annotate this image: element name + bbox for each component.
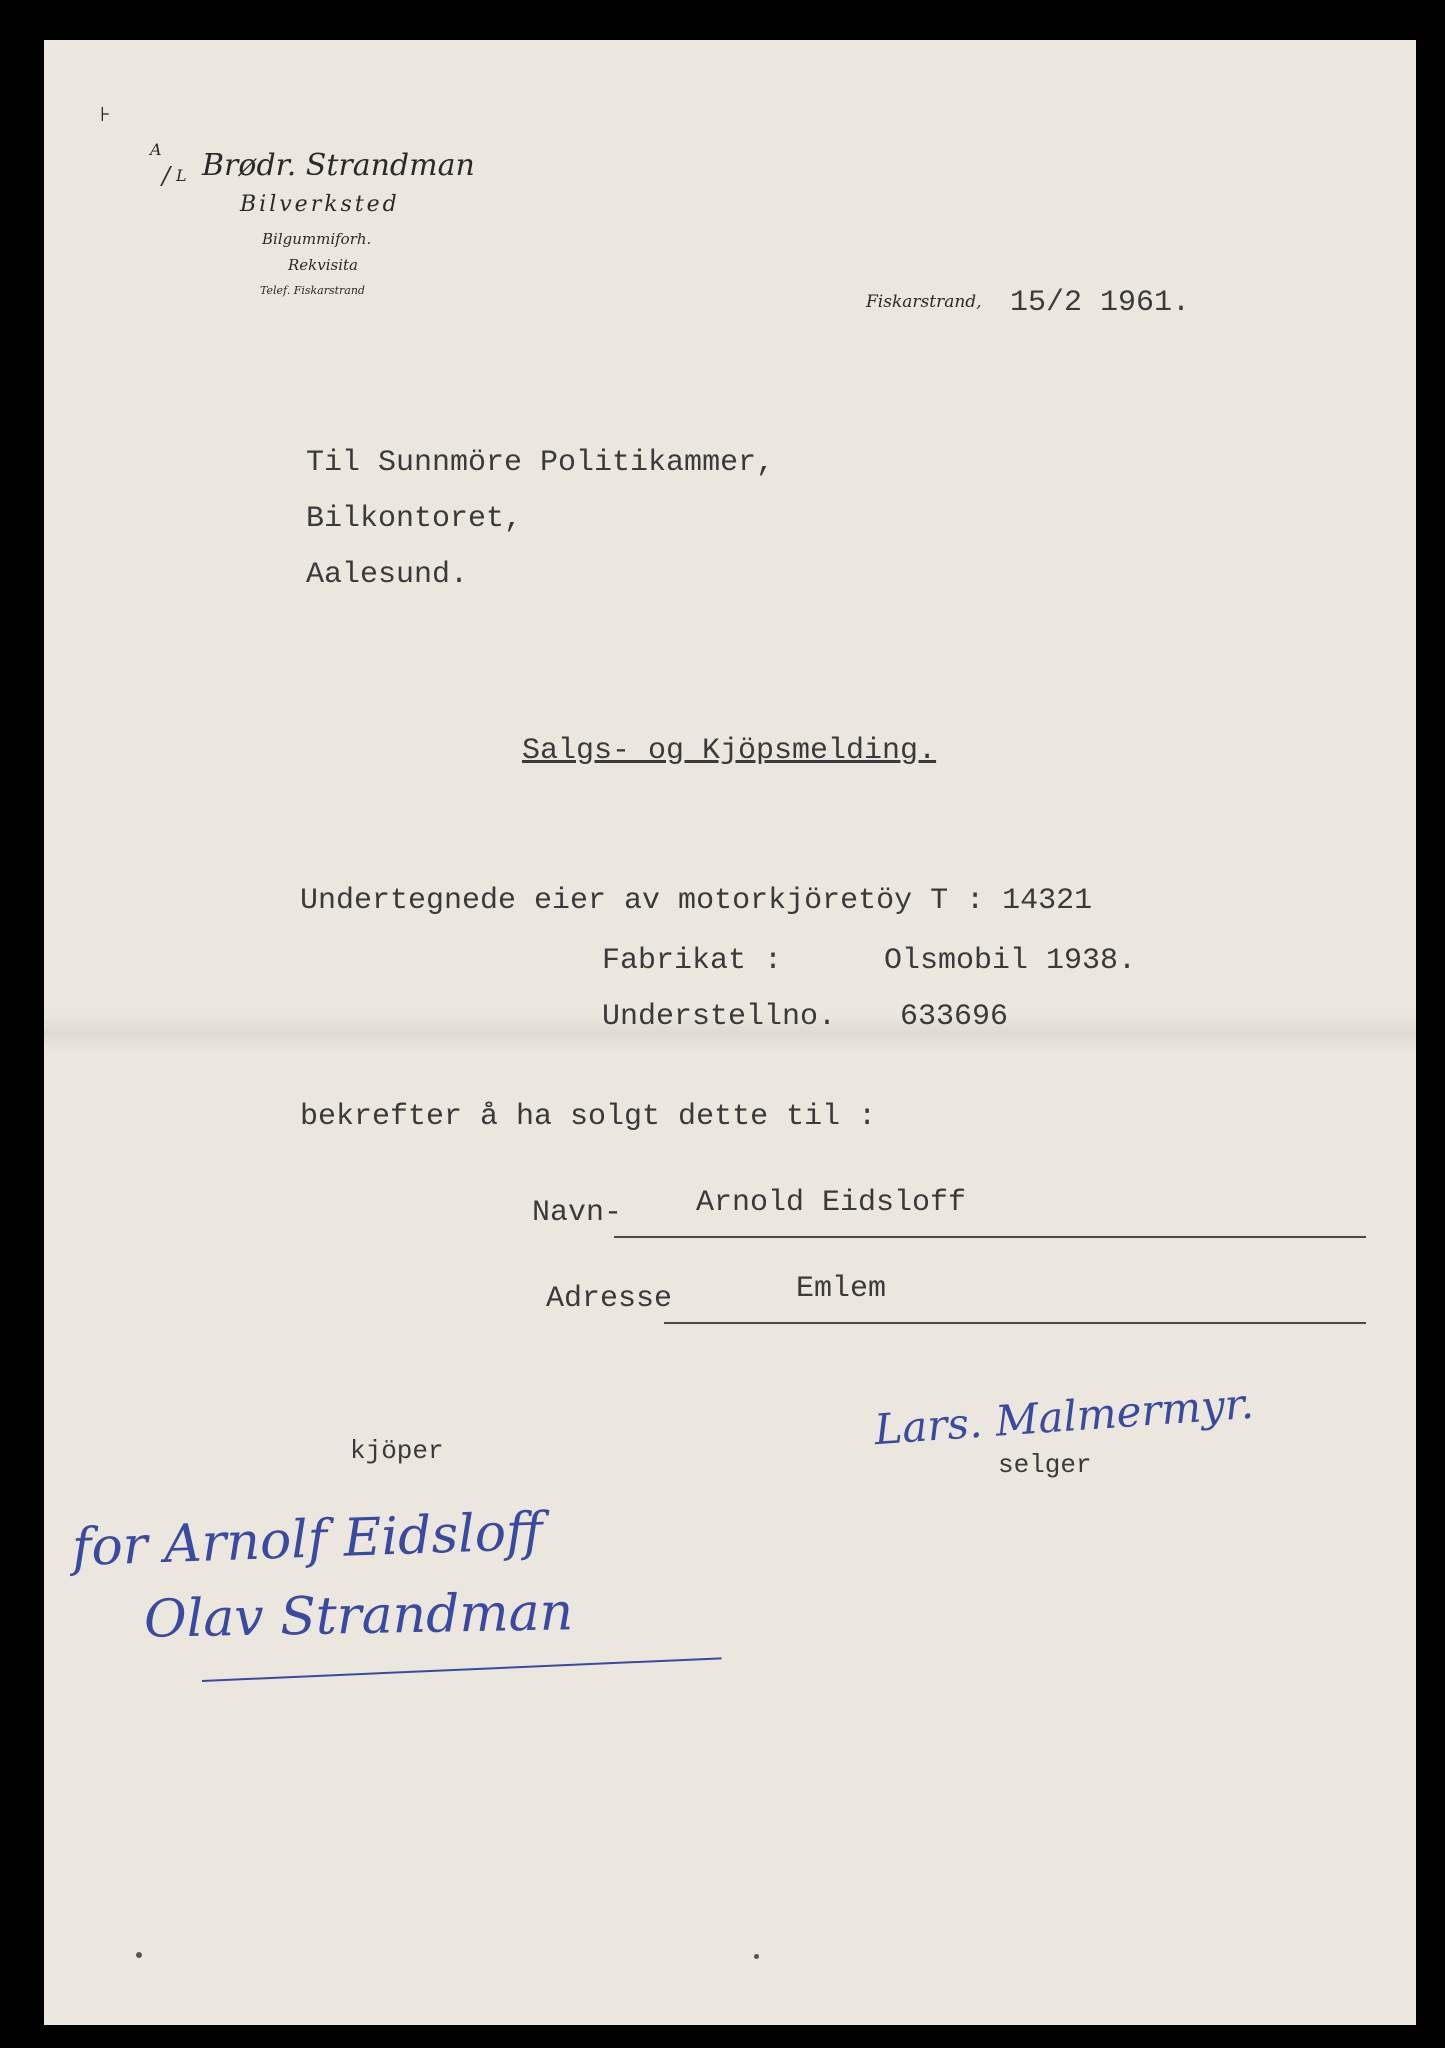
letterhead-line3: Rekvisita <box>288 256 358 274</box>
fabrikat-label: Fabrikat : <box>602 944 783 978</box>
recipient-line-2: Bilkontoret, <box>306 502 523 536</box>
letterhead-company: Brødr. Strandman <box>202 148 475 183</box>
speck <box>136 1952 142 1958</box>
seller-signature: Lars. Malmermyr. <box>872 1378 1256 1455</box>
recipient-line-1: Til Sunnmöre Politikammer, <box>306 446 775 480</box>
fabrikat-value: Olsmobil 1938. <box>884 944 1137 978</box>
address-underline <box>664 1322 1366 1324</box>
buyer-role: kjöper <box>350 1436 444 1466</box>
document-page <box>44 40 1416 2025</box>
letterhead-line4: Telef. Fiskarstrand <box>260 284 365 297</box>
buyer-signature-line-1: for Arnolf Eidsloff <box>71 1501 544 1579</box>
address-value: Emlem <box>796 1272 887 1306</box>
name-value: Arnold Eidsloff <box>696 1186 967 1220</box>
letterhead-line1: Bilverksted <box>240 192 400 217</box>
name-label: Navn- <box>532 1196 623 1230</box>
subject: Salgs- og Kjöpsmelding. <box>522 734 937 768</box>
name-underline <box>614 1236 1366 1238</box>
address-label: Adresse <box>546 1282 673 1316</box>
letterhead-prefix-bottom: L <box>176 166 187 185</box>
letterhead-slash: / <box>162 162 171 190</box>
speck <box>754 1954 759 1959</box>
date: 15/2 1961. <box>1010 286 1191 320</box>
seller-role: selger <box>998 1450 1092 1480</box>
understell-label: Understellno. <box>602 1000 837 1034</box>
understell-value: 633696 <box>900 1000 1009 1034</box>
intro-line: Undertegnede eier av motorkjöretöy T : 14321 <box>300 884 1093 918</box>
confirm-line: bekrefter å ha solgt dette til : <box>300 1100 877 1134</box>
letterhead-line2: Bilgummiforh. <box>262 230 372 248</box>
recipient-line-3: Aalesund. <box>306 558 469 592</box>
corner-mark: ⊦ <box>100 105 111 128</box>
buyer-signature-line-2: Olav Strandman <box>143 1582 574 1650</box>
letterhead-prefix-top: A <box>150 140 162 159</box>
signature-flourish <box>202 1657 722 1682</box>
place: Fiskarstrand, <box>866 292 982 312</box>
